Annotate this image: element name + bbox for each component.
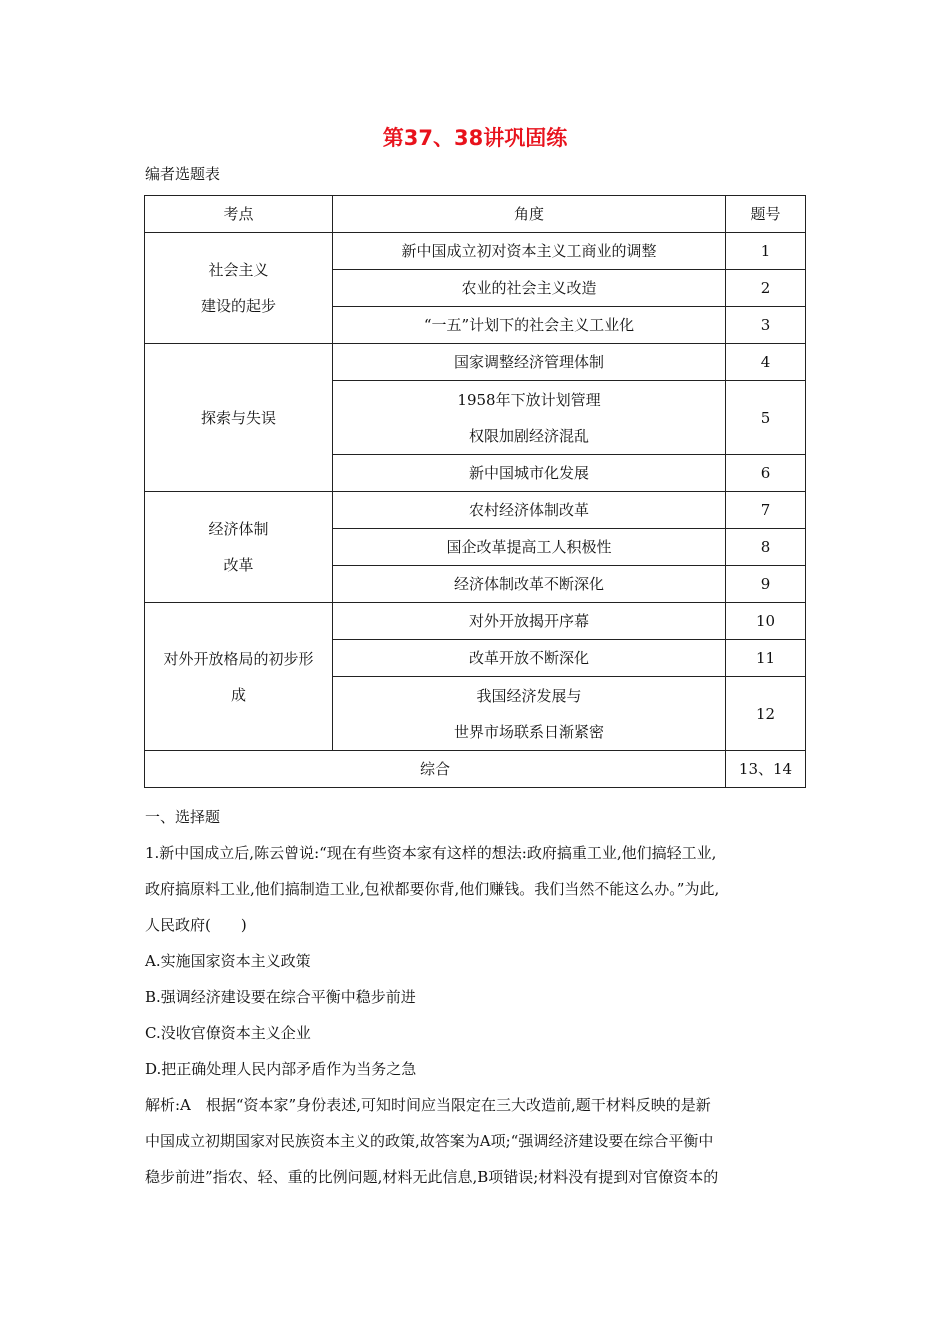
topic-line: 建设的起步 [200,297,276,315]
option-a: A.实施国家资本主义政策 [145,952,311,970]
table-row [145,233,806,270]
table-row [145,603,806,640]
header-cell: 考点 [145,196,333,233]
option-d: D.把正确处理人民内部矛盾作为当务之急 [145,1060,417,1078]
header-cell: 角度 [333,196,726,233]
number-cell: 6 [726,455,806,492]
topic-cell [145,603,333,751]
number-cell: 7 [726,492,806,529]
angle-line: 世界市场联系日渐紧密 [453,722,604,741]
analysis-line: 稳步前进”指农、轻、重的比例问题,材料无此信息,B项错误;材料没有提到对官僚资本的 [145,1168,719,1186]
header-cell: 题号 [726,196,806,233]
number-cell: 2 [726,270,806,307]
topic-line: 对外开放格局的初步形 [163,649,314,668]
topic-line: 改革 [223,556,254,574]
angle-cell: 农村经济体制改革 [333,492,726,529]
option-c: C.没收官僚资本主义企业 [145,1024,311,1042]
number-cell: 11 [726,640,806,677]
number-cell: 3 [726,307,806,344]
topic-selection-table [144,195,806,788]
topic-line: 经济体制 [208,520,269,538]
angle-cell: 新中国成立初对资本主义工商业的调整 [333,233,726,270]
topic-cell [145,344,333,492]
angle-cell: 国企改革提高工人积极性 [333,529,726,566]
angle-cell: 国家调整经济管理体制 [333,344,726,381]
table-caption: 编者选题表 [145,165,221,183]
number-cell: 8 [726,529,806,566]
question-block [145,835,815,1195]
angle-cell [333,381,726,455]
number-cell: 4 [726,344,806,381]
number-cell: 5 [726,381,806,455]
question-stem-line: 人民政府( ) [145,916,247,934]
table-summary-row [145,751,806,788]
table-row [145,492,806,529]
angle-cell [333,677,726,751]
summary-label: 综合 [145,751,726,788]
angle-line: 权限加剧经济混乱 [468,426,589,445]
number-cell: 12 [726,677,806,751]
angle-cell: 经济体制改革不断深化 [333,566,726,603]
section-heading: 一、选择题 [145,808,221,826]
number-cell: 10 [726,603,806,640]
question-stem-line: 政府搞原料工业,他们搞制造工业,包袱都要你背,他们赚钱。我们当然不能这么办。”为此, [145,880,720,898]
angle-cell: 改革开放不断深化 [333,640,726,677]
number-cell: 9 [726,566,806,603]
angle-cell: “一五”计划下的社会主义工业化 [333,307,726,344]
angle-cell: 农业的社会主义改造 [333,270,726,307]
number-cell: 1 [726,233,806,270]
angle-cell: 新中国城市化发展 [333,455,726,492]
topic-cell [145,492,333,603]
page-title: 第37、38讲巩固练 [382,126,568,150]
topic-line: 成 [230,685,246,704]
summary-number: 13、14 [726,751,806,788]
angle-line: 我国经济发展与 [476,686,582,705]
analysis-line: 解析:A 根据“资本家”身份表述,可知时间应当限定在三大改造前,题干材料反映的是新 [145,1096,711,1114]
table-row [145,344,806,381]
topic-cell [145,233,333,344]
topic-line: 探索与失误 [200,408,276,427]
analysis-line: 中国成立初期国家对民族资本主义的政策,故答案为A项;“强调经济建设要在综合平衡中 [145,1132,714,1150]
option-b: B.强调经济建设要在综合平衡中稳步前进 [145,988,416,1006]
table-header-row [145,196,806,233]
angle-cell: 对外开放揭开序幕 [333,603,726,640]
angle-line: 1958年下放计划管理 [457,390,601,409]
question-stem-line: 1.新中国成立后,陈云曾说:“现在有些资本家有这样的想法:政府搞重工业,他们搞轻工业, [145,844,717,862]
topic-line: 社会主义 [208,261,269,279]
